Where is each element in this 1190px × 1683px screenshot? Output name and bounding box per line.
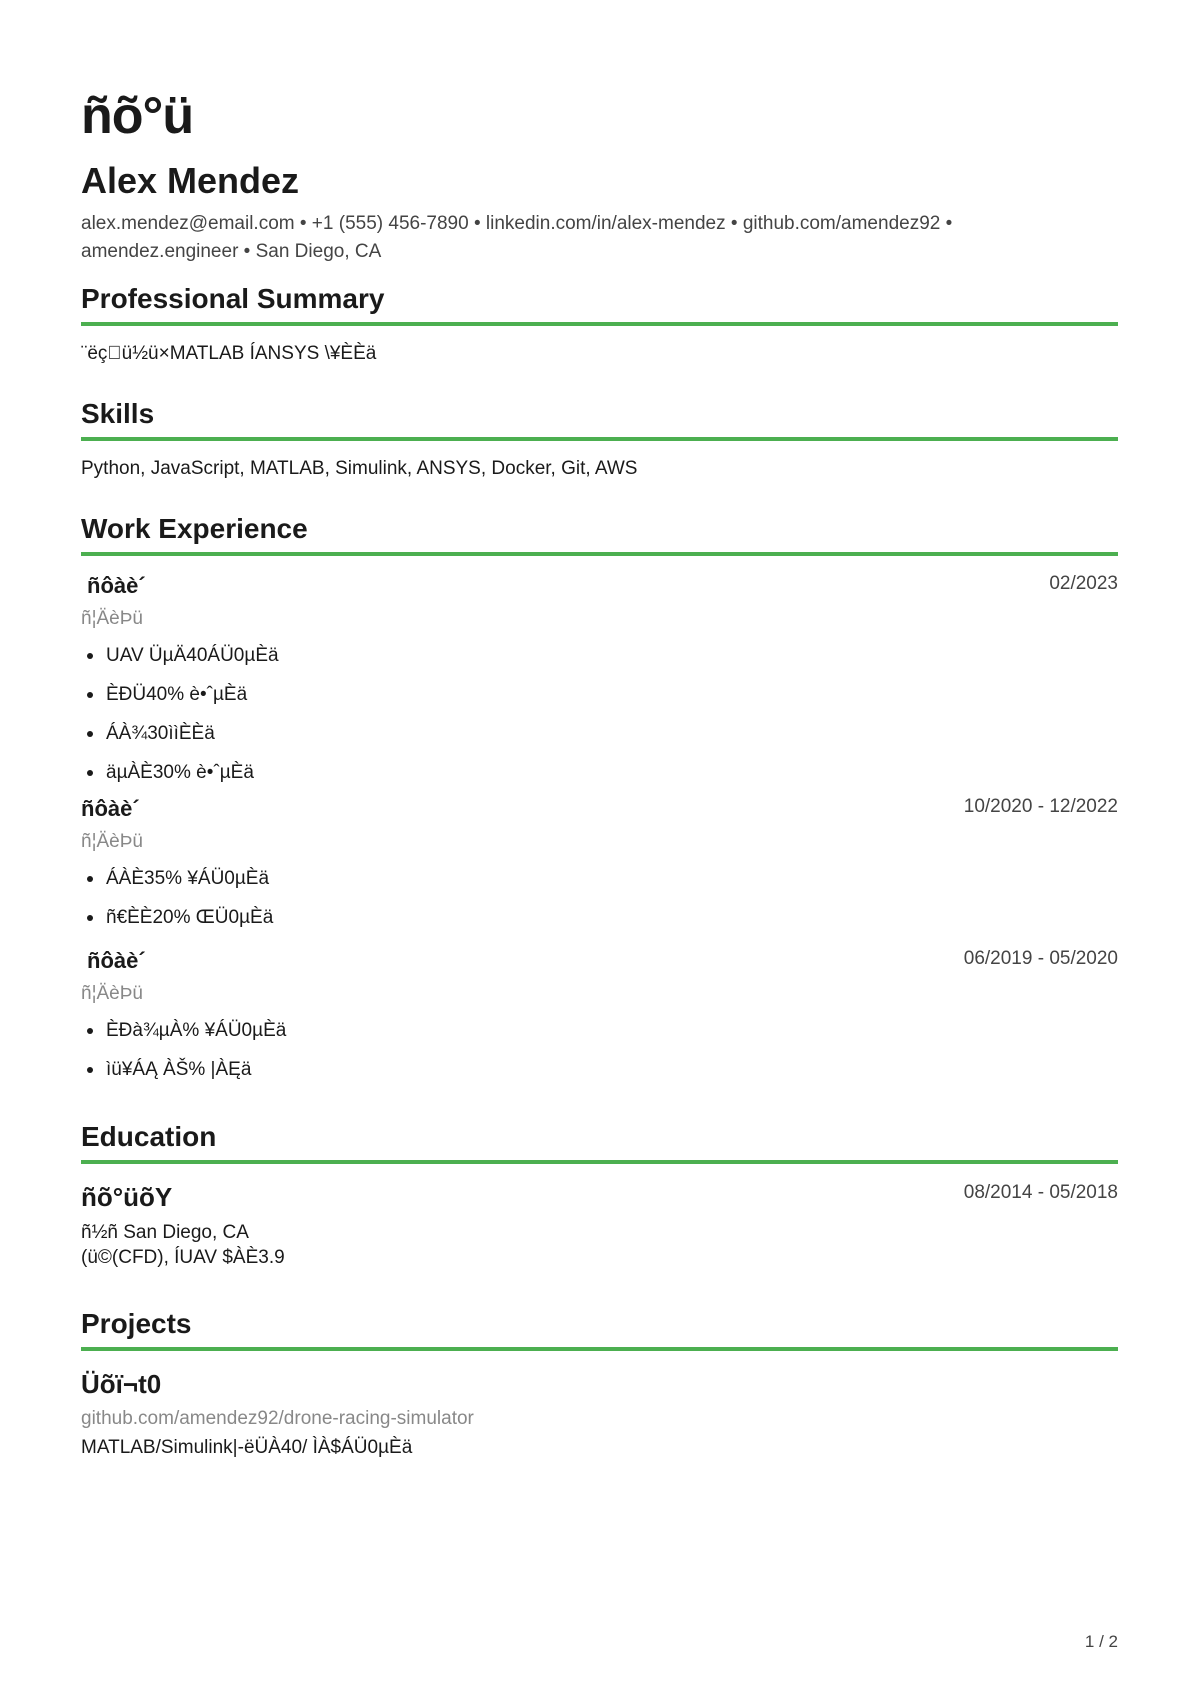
job-bullet: ñ€ÈÈ20% ŒÜ0µÈä (81, 905, 273, 944)
job-bullets (81, 866, 273, 944)
job-bullet: ÁÀÈ35% ¥ÁÜ0µÈä (81, 866, 273, 905)
job-bullet: ÁÀ¾30ììÈÈä (81, 721, 279, 760)
job-bullet: ÈÐà¾µÀ% ¥ÁÜ0µÈä (81, 1018, 286, 1057)
job-date: 10/2020 - 12/2022 (963, 796, 1118, 817)
skills-text: Python, JavaScript, MATLAB, Simulink, ANSYS, Docker, Git, AWS (81, 458, 638, 479)
experience-divider (81, 552, 1118, 556)
skills-divider (81, 437, 1118, 441)
education-details: (ü©(CFD), ÍUAV $ÀÈ3.9 (81, 1247, 285, 1268)
job-company: ñ¦ÄèÞü (81, 983, 143, 1004)
job-title: ñôàè´ (87, 573, 146, 598)
experience-heading: Work Experience (81, 513, 308, 544)
job-bullet: ÈÐÜ40% è•ˆµÈä (81, 682, 279, 721)
job-company: ñ¦ÄèÞü (81, 831, 143, 852)
education-school: ñõ°üõY (81, 1182, 173, 1212)
contact-line: alex.mendez@email.com • +1 (555) 456-7890 • linkedin.com/in/alex-mendez • github.com/amendez92 • amendez.engineer • San Diego, CA (81, 213, 953, 262)
education-date: 08/2014 - 05/2018 (963, 1182, 1118, 1203)
project-link[interactable]: github.com/amendez92/drone-racing-simulator (81, 1408, 474, 1429)
job-date: 06/2019 - 05/2020 (963, 948, 1118, 969)
job-bullet: äµÀÈ30% è•ˆµÈä (81, 760, 279, 799)
summary-heading: Professional Summary (81, 283, 385, 314)
education-divider (81, 1160, 1118, 1164)
projects-divider (81, 1347, 1118, 1351)
job-title: ñôàè´ (87, 948, 146, 973)
job-bullet: ìü¥ÁĄ ÀŠ% |ÀĘä (81, 1057, 286, 1096)
job-bullets (81, 643, 279, 799)
skills-heading: Skills (81, 398, 155, 429)
project-description: MATLAB/Simulink|-ëÜÀ40/ ÌÀ$ÁÜ0µÈä (81, 1437, 413, 1458)
candidate-name: Alex Mendez (81, 160, 300, 201)
job-date: 02/2023 (1049, 573, 1118, 594)
education-heading: Education (81, 1121, 217, 1152)
summary-text: ¨ëç ü½ü×MATLAB ÍANSYS \¥ÈÈä (81, 343, 377, 364)
job-bullets (81, 1018, 286, 1096)
summary-divider (81, 322, 1118, 326)
project-title: Üõï¬t0 (81, 1369, 162, 1399)
resume-headline: ñõ°ü (81, 87, 194, 145)
job-title: ñôàè´ (81, 796, 140, 821)
job-bullet: UAV ÜµÄ40ÁÜ0µÈä (81, 643, 279, 682)
projects-heading: Projects (81, 1308, 192, 1339)
job-company: ñ¦ÄèÞü (81, 608, 143, 629)
page-number: 1 / 2 (1084, 1632, 1118, 1651)
education-location: ñ½ñ San Diego, CA (81, 1222, 249, 1243)
